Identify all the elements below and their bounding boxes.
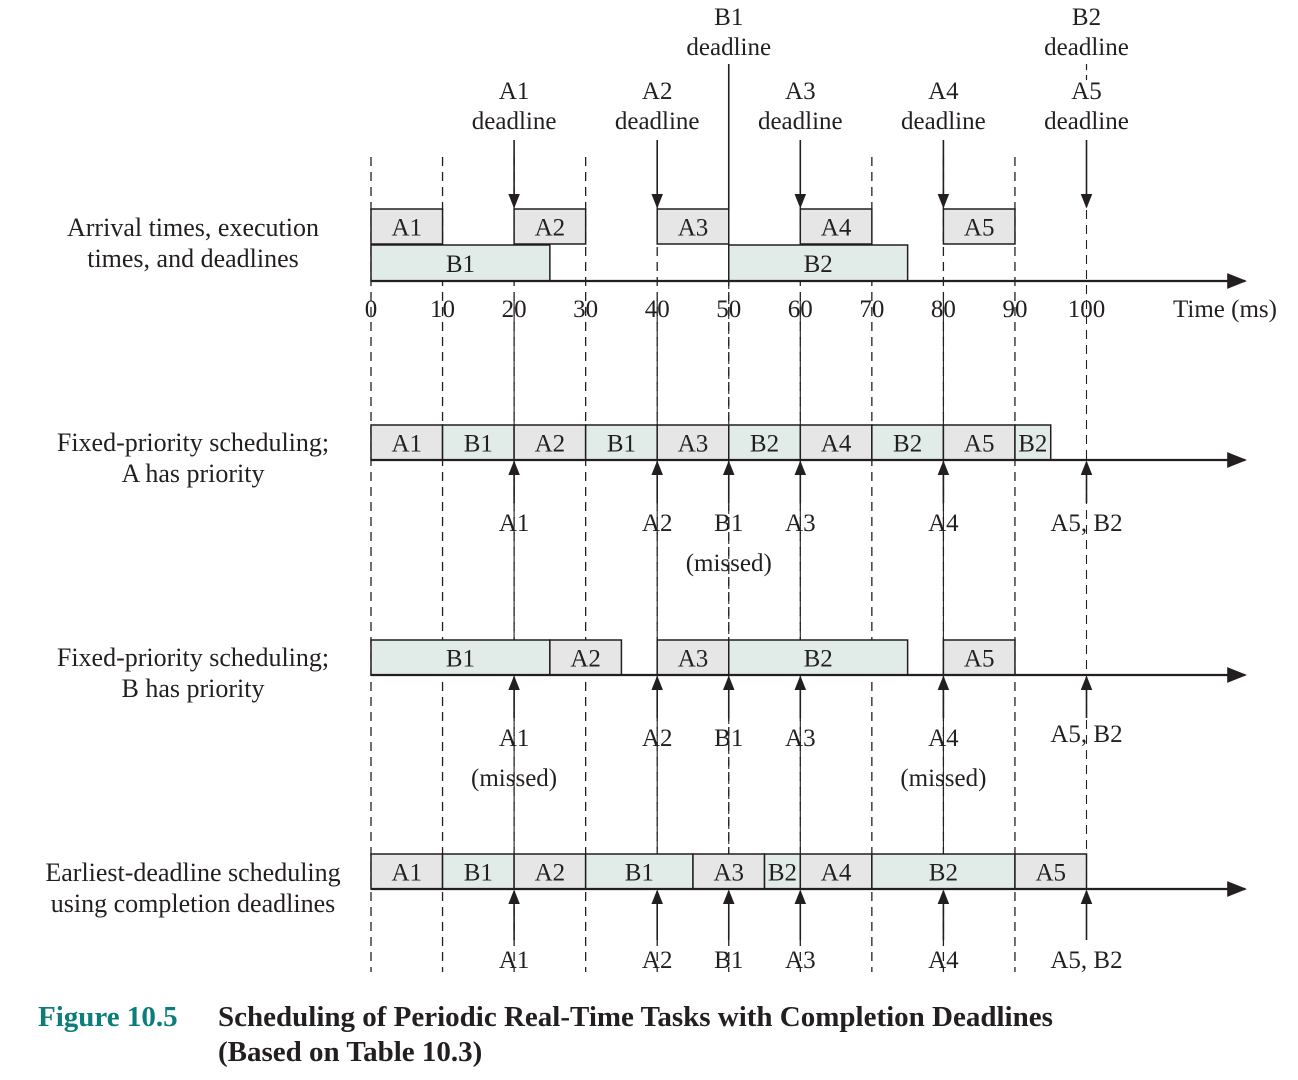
task-block-b1 [586, 854, 693, 889]
completion-deadline-100 [1050, 462, 1122, 537]
task-block-label: B2 [893, 430, 923, 458]
row-fixed-a [57, 425, 1245, 577]
deadline-marker-label: A2 [641, 947, 673, 974]
task-block-a5 [943, 425, 1015, 460]
task-block-a3 [657, 640, 729, 675]
deadline-marker-label: B1 [714, 725, 744, 752]
completion-deadline-20 [499, 891, 530, 974]
deadline-marker-label: A1 [498, 725, 530, 752]
row-arrival [67, 209, 1245, 281]
deadline-word-label: deadline [757, 108, 843, 135]
task-block-label: B1 [624, 859, 654, 887]
deadline-word-label: deadline [1044, 108, 1129, 135]
row-edf [45, 854, 1245, 974]
top-deadline-a2 [615, 78, 700, 207]
schedule-rows [45, 209, 1245, 974]
deadline-marker-label: B1 [714, 510, 744, 537]
row-label-line: B has priority [121, 674, 265, 703]
task-block-label: A2 [534, 214, 566, 242]
top-deadline-b1 [686, 4, 771, 210]
task-block-b2 [729, 425, 801, 460]
top-deadline-a3 [758, 78, 843, 207]
task-block-a3 [693, 854, 765, 889]
row-fixed-b [57, 640, 1245, 792]
completion-deadline-100 [1050, 891, 1122, 974]
time-tick-50: 50 [716, 296, 742, 323]
row-label-line: A has priority [121, 459, 265, 488]
time-tick-0: 0 [364, 296, 378, 323]
figure-title-line-2: (Based on Table 10.3) [218, 1036, 483, 1068]
task-block-b2 [729, 640, 908, 675]
completion-deadline-50 [714, 677, 743, 752]
time-tick-30: 30 [573, 296, 599, 323]
completion-deadline-50 [714, 891, 743, 974]
task-block-a4 [800, 854, 872, 889]
task-block-b1 [586, 425, 658, 460]
time-tick-60: 60 [787, 296, 813, 323]
deadline-word-label: deadline [471, 108, 557, 135]
task-block-b1 [371, 245, 550, 281]
row-label-line: Fixed-priority scheduling; [56, 428, 330, 457]
top-deadline-a1 [472, 78, 557, 207]
figure-title [218, 1000, 1053, 1070]
deadline-marker-label: A3 [785, 725, 816, 752]
task-block-a4 [800, 425, 872, 460]
deadline-task-label: A4 [928, 78, 959, 105]
task-block-label: A5 [963, 214, 995, 242]
task-block-label: A3 [677, 645, 709, 673]
deadline-marker-label: A4 [928, 947, 959, 974]
deadline-word-label: deadline [686, 34, 772, 61]
completion-deadline-40 [642, 891, 673, 974]
task-block-a2 [550, 640, 622, 675]
task-block-label: B1 [606, 430, 637, 458]
task-block-b1 [443, 854, 515, 889]
task-block-label: A1 [391, 430, 423, 458]
task-block-label: A2 [534, 859, 566, 887]
deadline-marker-label: A5, B2 [1050, 510, 1123, 537]
row-label-line: times, and deadlines [87, 244, 299, 273]
task-block-label: A3 [677, 214, 709, 242]
task-block-label: A3 [713, 859, 745, 887]
top-deadline-b2 [1044, 4, 1129, 80]
task-block-label: B2 [749, 430, 780, 458]
deadline-marker-label: A3 [785, 947, 816, 974]
row-label-line: Arrival times, execution [67, 213, 319, 242]
task-block-a2 [514, 425, 586, 460]
task-block-a2 [514, 209, 586, 244]
task-block-b2 [729, 245, 908, 281]
task-block-label: A4 [820, 430, 852, 458]
completion-deadline-60 [785, 462, 816, 537]
completion-deadline-40 [642, 677, 673, 752]
deadline-marker-label: A5, B2 [1050, 947, 1123, 974]
task-block-b2 [1015, 425, 1051, 460]
deadline-marker-label: (missed) [685, 550, 772, 577]
figure-number: Figure 10.5 [38, 1001, 178, 1033]
completion-deadline-20 [499, 462, 530, 537]
time-axis-title: Time (ms) [1173, 296, 1277, 323]
task-block-a5 [943, 209, 1015, 244]
time-tick-40: 40 [644, 296, 670, 323]
task-block-a5 [1015, 854, 1087, 889]
task-block-label: B2 [1018, 430, 1048, 458]
deadline-marker-label: A1 [498, 947, 530, 974]
completion-deadline-80 [928, 462, 959, 537]
task-block-a1 [371, 425, 443, 460]
task-block-label: A5 [963, 645, 995, 673]
completion-deadline-60 [785, 677, 816, 752]
deadline-marker-label: A2 [641, 510, 673, 537]
completion-deadline-40 [642, 462, 673, 537]
deadline-task-label: A2 [641, 78, 673, 105]
task-block-a3 [657, 425, 729, 460]
task-block-a2 [514, 854, 586, 889]
time-tick-20: 20 [501, 296, 527, 323]
deadline-marker-label: A4 [928, 510, 959, 537]
task-block-label: A1 [391, 214, 423, 242]
figure-title-line-1: Scheduling of Periodic Real-Time Tasks with Completion Deadlines [218, 1001, 1053, 1033]
deadline-task-label: A5 [1071, 78, 1102, 105]
row-label-line: Fixed-priority scheduling; [56, 643, 330, 672]
task-block-label: B1 [445, 645, 476, 673]
task-block-label: B1 [445, 251, 476, 278]
top-deadline-a5 [1044, 78, 1129, 207]
task-block-label: B2 [803, 645, 833, 673]
task-block-label: B2 [928, 859, 958, 887]
task-block-label: A4 [820, 214, 852, 242]
task-block-label: B1 [463, 430, 493, 458]
task-block-a5 [943, 640, 1015, 675]
completion-deadline-20 [471, 677, 557, 792]
top-deadline-a4 [901, 78, 986, 207]
task-block-label: B2 [803, 251, 833, 278]
task-block-label: A3 [677, 430, 709, 458]
completion-deadline-50 [686, 462, 772, 577]
top-deadline-markers [472, 4, 1129, 210]
deadline-word-label: deadline [614, 108, 700, 135]
time-tick-80: 80 [930, 296, 956, 323]
time-tick-70: 70 [859, 296, 885, 323]
task-block-a3 [657, 209, 729, 244]
task-block-b2 [765, 854, 801, 889]
row-label-line: Earliest-deadline scheduling [45, 858, 341, 887]
task-block-label: B2 [767, 859, 798, 887]
deadline-word-label: deadline [901, 108, 986, 135]
task-block-b2 [872, 854, 1015, 889]
deadline-task-label: B1 [714, 4, 744, 31]
task-block-label: A2 [570, 645, 601, 673]
deadline-task-label: B2 [1071, 4, 1102, 31]
task-block-a4 [800, 209, 872, 244]
row-label-line: using completion deadlines [50, 889, 336, 918]
task-block-label: A5 [1035, 859, 1067, 887]
task-block-label: B1 [463, 859, 493, 887]
deadline-task-label: A3 [785, 78, 816, 105]
deadline-word-label: deadline [1044, 34, 1129, 61]
deadline-task-label: A1 [498, 78, 530, 105]
task-block-label: A5 [963, 430, 995, 458]
time-tick-100: 100 [1067, 296, 1106, 323]
deadline-marker-label: A3 [785, 510, 816, 537]
task-block-b2 [872, 425, 944, 460]
deadline-marker-label: (missed) [900, 765, 987, 792]
completion-deadline-100 [1050, 677, 1122, 748]
task-block-label: A1 [391, 859, 423, 887]
time-tick-10: 10 [430, 296, 456, 323]
completion-deadline-80 [900, 677, 986, 792]
task-block-a1 [371, 854, 443, 889]
time-axis [365, 296, 1277, 323]
task-block-b1 [371, 640, 550, 675]
task-block-a1 [371, 209, 443, 244]
task-block-label: A2 [534, 430, 566, 458]
deadline-marker-label: A2 [641, 725, 673, 752]
completion-deadline-80 [928, 891, 959, 974]
deadline-marker-label: B1 [714, 947, 744, 974]
deadline-marker-label: A5, B2 [1050, 721, 1123, 748]
deadline-marker-label: A1 [498, 510, 530, 537]
task-block-b1 [443, 425, 515, 460]
deadline-marker-label: A4 [928, 725, 959, 752]
time-tick-90: 90 [1002, 296, 1028, 323]
task-block-label: A4 [820, 859, 852, 887]
deadline-marker-label: (missed) [471, 765, 558, 792]
completion-deadline-60 [785, 891, 816, 974]
